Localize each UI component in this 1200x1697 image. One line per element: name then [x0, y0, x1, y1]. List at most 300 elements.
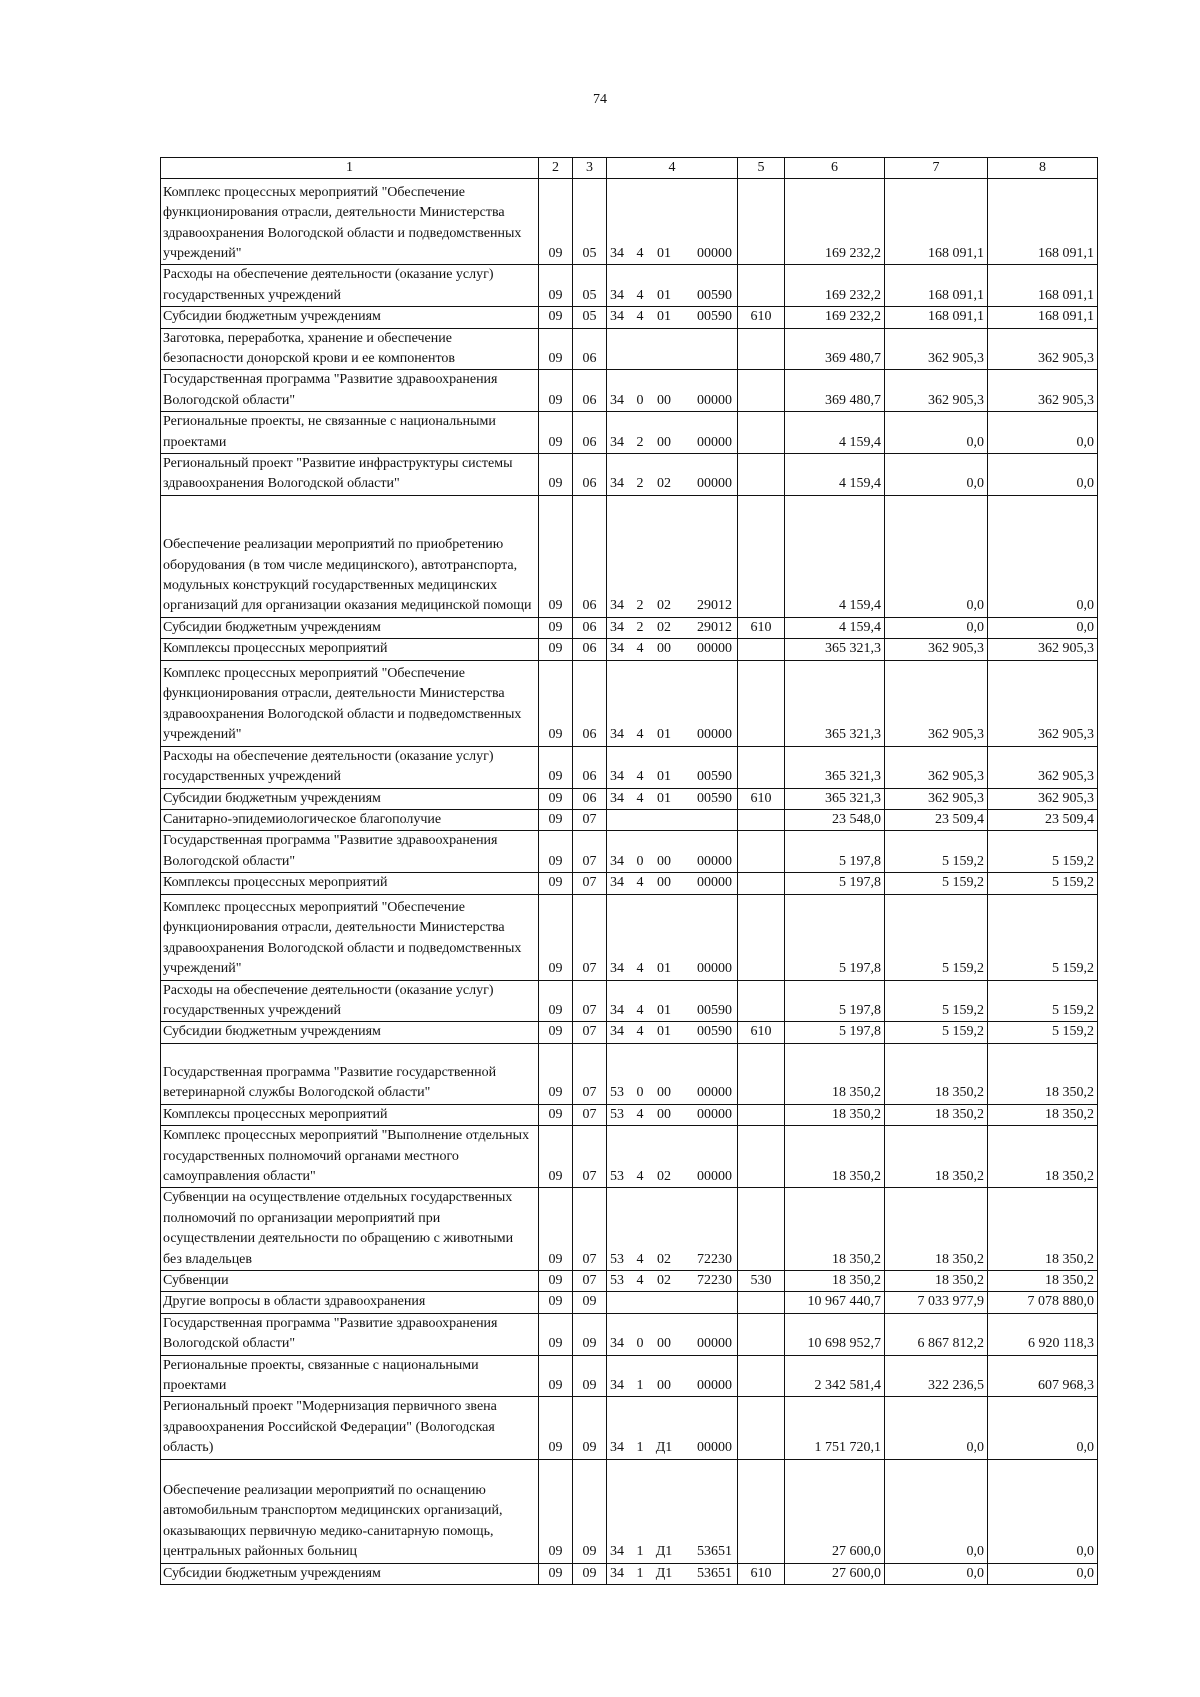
table-row [161, 660, 1098, 746]
amount-col6: 169 232,2 [785, 265, 885, 307]
program-code-p2: 0 [636, 392, 644, 408]
expense-type-code [738, 1292, 785, 1313]
expense-type-code [738, 831, 785, 873]
expense-type-code [738, 980, 785, 1022]
column-header: 7 [885, 158, 988, 179]
program-code-p4: 00000 [697, 434, 732, 450]
program-code-p2: 4 [636, 1168, 644, 1184]
amount-col8: 18 350,2 [988, 1188, 1098, 1271]
program-code-p4: 00000 [697, 641, 732, 657]
amount-col6: 5 197,8 [785, 894, 885, 980]
expense-type-code [738, 370, 785, 412]
row-name: Субсидии бюджетным учреждениям [161, 1022, 539, 1043]
row-name: Санитарно-эпидемиологическое благополучие [161, 809, 539, 830]
program-code-p4: 00000 [697, 1168, 732, 1184]
program-code-p3: 01 [657, 727, 671, 743]
amount-col8: 0,0 [988, 1397, 1098, 1459]
program-code-p3: 01 [657, 1024, 671, 1040]
program-code-p1: 34 [610, 875, 624, 891]
program-code [607, 746, 738, 788]
amount-col8: 362 905,3 [988, 746, 1098, 788]
program-code-p1: 34 [610, 1544, 624, 1560]
expense-type-code [738, 660, 785, 746]
amount-col8: 23 509,4 [988, 809, 1098, 830]
program-code-p4: 29012 [697, 598, 732, 614]
section-code: 09 [539, 370, 573, 412]
subsection-code: 06 [573, 746, 607, 788]
program-code-p2: 4 [636, 790, 644, 806]
program-code-p2: 4 [636, 727, 644, 743]
program-code-p2: 2 [636, 476, 644, 492]
section-code: 09 [539, 617, 573, 638]
amount-col8: 0,0 [988, 1563, 1098, 1584]
table-row [161, 1355, 1098, 1397]
subsection-code: 06 [573, 454, 607, 496]
program-code [607, 1022, 738, 1043]
section-code: 09 [539, 265, 573, 307]
program-code-parts [610, 1022, 734, 1042]
amount-col6: 5 197,8 [785, 980, 885, 1022]
program-code [607, 1104, 738, 1125]
expense-type-code [738, 1313, 785, 1355]
amount-col6: 369 480,7 [785, 370, 885, 412]
column-header: 2 [539, 158, 573, 179]
program-code [607, 1126, 738, 1188]
program-code-p1: 34 [610, 1378, 624, 1394]
amount-col7: 5 159,2 [885, 1022, 988, 1043]
section-code: 09 [539, 179, 573, 265]
subsection-code: 05 [573, 179, 607, 265]
program-code-p2: 4 [636, 1002, 644, 1018]
program-code [607, 617, 738, 638]
section-code: 09 [539, 1022, 573, 1043]
subsection-code: 07 [573, 1271, 607, 1292]
program-code [607, 1043, 738, 1104]
program-code-parts [610, 852, 734, 872]
amount-col7: 18 350,2 [885, 1188, 988, 1271]
expense-type-code [738, 1104, 785, 1125]
section-code: 09 [539, 328, 573, 370]
subsection-code: 07 [573, 1043, 607, 1104]
program-code-parts [610, 596, 734, 616]
program-code-parts [610, 1105, 734, 1125]
program-code-p4: 00000 [697, 727, 732, 743]
table-row [161, 1022, 1098, 1043]
row-name: Обеспечение реализации мероприятий по оснащению автомобильным транспортом медицинских организаций, оказывающих первичную медико-санитарную помощь, центральных районных больниц [161, 1459, 539, 1563]
program-code [607, 454, 738, 496]
program-code-p1: 34 [610, 727, 624, 743]
section-code: 09 [539, 980, 573, 1022]
program-code-p3: 00 [657, 1336, 671, 1352]
program-code [607, 179, 738, 265]
subsection-code: 09 [573, 1292, 607, 1313]
amount-col6: 4 159,4 [785, 454, 885, 496]
program-code-p1: 34 [610, 1565, 624, 1581]
subsection-code: 07 [573, 873, 607, 894]
program-code-p1: 34 [610, 1002, 624, 1018]
program-code-p4: 00000 [697, 392, 732, 408]
amount-col8: 0,0 [988, 495, 1098, 617]
row-name: Государственная программа "Развитие здравоохранения Вологодской области" [161, 1313, 539, 1355]
section-code: 09 [539, 1459, 573, 1563]
row-name: Субсидии бюджетным учреждениям [161, 617, 539, 638]
subsection-code: 06 [573, 412, 607, 454]
program-code-p4: 00590 [697, 309, 732, 325]
table-row [161, 1397, 1098, 1459]
header-row [161, 158, 1098, 179]
program-code-p1: 34 [610, 769, 624, 785]
amount-col6: 10 698 952,7 [785, 1313, 885, 1355]
program-code-p4: 00000 [697, 961, 732, 977]
program-code-p4: 00000 [697, 476, 732, 492]
program-code [607, 980, 738, 1022]
expense-type-code: 610 [738, 788, 785, 809]
expense-type-code [738, 179, 785, 265]
table-row [161, 454, 1098, 496]
amount-col6: 2 342 581,4 [785, 1355, 885, 1397]
amount-col6: 18 350,2 [785, 1271, 885, 1292]
amount-col7: 362 905,3 [885, 328, 988, 370]
subsection-code: 06 [573, 639, 607, 660]
expense-type-code [738, 454, 785, 496]
program-code-p2: 2 [636, 434, 644, 450]
row-name: Расходы на обеспечение деятельности (оказание услуг) государственных учреждений [161, 980, 539, 1022]
program-code [607, 809, 738, 830]
amount-col8: 5 159,2 [988, 873, 1098, 894]
program-code-parts [610, 1438, 734, 1458]
program-code-p4: 00590 [697, 1002, 732, 1018]
subsection-code: 06 [573, 660, 607, 746]
amount-col8: 168 091,1 [988, 265, 1098, 307]
program-code [607, 1459, 738, 1563]
expense-type-code [738, 1043, 785, 1104]
subsection-code: 09 [573, 1563, 607, 1584]
table-row [161, 412, 1098, 454]
program-code-p3: 00 [657, 875, 671, 891]
amount-col8: 5 159,2 [988, 980, 1098, 1022]
amount-col6: 18 350,2 [785, 1104, 885, 1125]
amount-col6: 5 197,8 [785, 873, 885, 894]
expense-type-code [738, 1355, 785, 1397]
program-code-parts [610, 1564, 734, 1584]
table-row [161, 307, 1098, 328]
program-code-p2: 4 [636, 641, 644, 657]
subsection-code: 06 [573, 617, 607, 638]
amount-col7: 168 091,1 [885, 265, 988, 307]
program-code-p1: 53 [610, 1251, 624, 1267]
program-code-p3: 01 [657, 287, 671, 303]
program-code-parts [610, 1083, 734, 1103]
table-row [161, 495, 1098, 617]
program-code-p1: 34 [610, 1440, 624, 1456]
program-code-p4: 00000 [697, 853, 732, 869]
program-code-p3: 00 [657, 1378, 671, 1394]
expense-type-code [738, 265, 785, 307]
amount-col7: 0,0 [885, 617, 988, 638]
section-code: 09 [539, 454, 573, 496]
program-code [607, 1313, 738, 1355]
program-code-p2: 4 [636, 1251, 644, 1267]
program-code-p4: 53651 [697, 1565, 732, 1581]
program-code-p2: 4 [636, 1106, 644, 1122]
amount-col7: 0,0 [885, 495, 988, 617]
table-row [161, 746, 1098, 788]
table-row [161, 328, 1098, 370]
subsection-code: 05 [573, 265, 607, 307]
section-code: 09 [539, 894, 573, 980]
program-code-p2: 4 [636, 309, 644, 325]
program-code-p3: 00 [657, 434, 671, 450]
program-code [607, 873, 738, 894]
program-code [607, 1355, 738, 1397]
amount-col6: 365 321,3 [785, 660, 885, 746]
program-code-p2: 2 [636, 619, 644, 635]
amount-col7: 5 159,2 [885, 894, 988, 980]
amount-col7: 168 091,1 [885, 179, 988, 265]
amount-col8: 362 905,3 [988, 660, 1098, 746]
section-code: 09 [539, 495, 573, 617]
program-code [607, 307, 738, 328]
program-code-p2: 0 [636, 1336, 644, 1352]
table-row [161, 1271, 1098, 1292]
amount-col6: 365 321,3 [785, 746, 885, 788]
subsection-code: 09 [573, 1313, 607, 1355]
program-code-parts [610, 391, 734, 411]
subsection-code: 07 [573, 1022, 607, 1043]
expense-type-code [738, 1188, 785, 1271]
amount-col7: 362 905,3 [885, 370, 988, 412]
expense-type-code [738, 746, 785, 788]
amount-col8: 168 091,1 [988, 179, 1098, 265]
row-name: Региональный проект "Развитие инфраструктуры системы здравоохранения Вологодской области" [161, 454, 539, 496]
amount-col8: 0,0 [988, 412, 1098, 454]
program-code-p3: 01 [657, 790, 671, 806]
program-code-p2: 4 [636, 769, 644, 785]
program-code-p3: 01 [657, 1002, 671, 1018]
subsection-code: 06 [573, 328, 607, 370]
row-name: Субвенции на осуществление отдельных государственных полномочий по организации мероприятий при осуществлении деятельности по обращению с животными без владельцев [161, 1188, 539, 1271]
amount-col8: 362 905,3 [988, 328, 1098, 370]
amount-col6: 365 321,3 [785, 639, 885, 660]
program-code-parts [610, 1542, 734, 1562]
program-code-p4: 00590 [697, 287, 732, 303]
program-code [607, 1188, 738, 1271]
amount-col7: 362 905,3 [885, 639, 988, 660]
amount-col6: 10 967 440,7 [785, 1292, 885, 1313]
expense-type-code [738, 1459, 785, 1563]
section-code: 09 [539, 831, 573, 873]
amount-col7: 322 236,5 [885, 1355, 988, 1397]
section-code: 09 [539, 1043, 573, 1104]
program-code-parts [610, 1167, 734, 1187]
program-code-p2: 4 [636, 875, 644, 891]
amount-col8: 5 159,2 [988, 1022, 1098, 1043]
table-row [161, 894, 1098, 980]
amount-col6: 27 600,0 [785, 1459, 885, 1563]
subsection-code: 07 [573, 1188, 607, 1271]
amount-col8: 5 159,2 [988, 831, 1098, 873]
column-header: 6 [785, 158, 885, 179]
amount-col8: 362 905,3 [988, 370, 1098, 412]
amount-col8: 0,0 [988, 617, 1098, 638]
expense-type-code [738, 1397, 785, 1459]
amount-col8: 18 350,2 [988, 1271, 1098, 1292]
table-row [161, 639, 1098, 660]
section-code: 09 [539, 1188, 573, 1271]
amount-col6: 5 197,8 [785, 831, 885, 873]
row-name: Региональные проекты, связанные с национальными проектами [161, 1355, 539, 1397]
subsection-code: 07 [573, 894, 607, 980]
program-code [607, 1397, 738, 1459]
row-name: Комплексы процессных мероприятий [161, 639, 539, 660]
program-code-parts [610, 1250, 734, 1270]
program-code-p4: 00590 [697, 790, 732, 806]
budget-table [160, 157, 1098, 1585]
column-header: 1 [161, 158, 539, 179]
program-code-p1: 34 [610, 853, 624, 869]
expense-type-code [738, 412, 785, 454]
program-code-p2: 2 [636, 598, 644, 614]
program-code-parts [610, 1334, 734, 1354]
section-code: 09 [539, 1397, 573, 1459]
program-code [607, 1292, 738, 1313]
amount-col7: 18 350,2 [885, 1126, 988, 1188]
program-code-p1: 34 [610, 287, 624, 303]
program-code-p1: 34 [610, 434, 624, 450]
section-code: 09 [539, 788, 573, 809]
program-code-p3: 02 [657, 598, 671, 614]
amount-col7: 23 509,4 [885, 809, 988, 830]
row-name: Комплекс процессных мероприятий "Обеспечение функционирования отрасли, деятельности Министерства здравоохранения Вологодской области и подведомственных учреждений" [161, 660, 539, 746]
row-name: Региональные проекты, не связанные с национальными проектами [161, 412, 539, 454]
expense-type-code [738, 495, 785, 617]
subsection-code: 07 [573, 980, 607, 1022]
program-code-p4: 72230 [697, 1251, 732, 1267]
section-code: 09 [539, 746, 573, 788]
amount-col7: 0,0 [885, 1397, 988, 1459]
table-row [161, 1292, 1098, 1313]
program-code-parts [610, 725, 734, 745]
subsection-code: 07 [573, 1104, 607, 1125]
program-code-p1: 53 [610, 1273, 624, 1288]
amount-col8: 18 350,2 [988, 1126, 1098, 1188]
table-row [161, 617, 1098, 638]
program-code-p1: 34 [610, 598, 624, 614]
amount-col6: 365 321,3 [785, 788, 885, 809]
program-code-p3: 02 [657, 1168, 671, 1184]
program-code-p3: 01 [657, 309, 671, 325]
program-code-parts [610, 1001, 734, 1021]
program-code-parts [610, 433, 734, 453]
amount-col7: 362 905,3 [885, 660, 988, 746]
subsection-code: 09 [573, 1459, 607, 1563]
program-code-p2: 1 [636, 1544, 644, 1560]
program-code-parts [610, 789, 734, 809]
program-code [607, 639, 738, 660]
program-code-p1: 34 [610, 392, 624, 408]
amount-col7: 0,0 [885, 412, 988, 454]
subsection-code: 06 [573, 788, 607, 809]
expense-type-code: 610 [738, 1022, 785, 1043]
amount-col7: 5 159,2 [885, 831, 988, 873]
row-name: Субсидии бюджетным учреждениям [161, 1563, 539, 1584]
program-code-p4: 00000 [697, 1378, 732, 1394]
amount-col6: 369 480,7 [785, 328, 885, 370]
column-header: 5 [738, 158, 785, 179]
program-code-p3: Д1 [655, 1440, 673, 1456]
program-code-p4: 00000 [697, 875, 732, 891]
program-code-p2: 4 [636, 1024, 644, 1040]
amount-col7: 18 350,2 [885, 1104, 988, 1125]
program-code-p2: 1 [636, 1378, 644, 1394]
row-name: Государственная программа "Развитие здравоохранения Вологодской области" [161, 370, 539, 412]
subsection-code: 05 [573, 307, 607, 328]
program-code-p3: 00 [657, 1085, 671, 1101]
section-code: 09 [539, 660, 573, 746]
program-code [607, 265, 738, 307]
column-header: 8 [988, 158, 1098, 179]
program-code-p4: 00000 [697, 1085, 732, 1101]
section-code: 09 [539, 1292, 573, 1313]
amount-col7: 0,0 [885, 1459, 988, 1563]
program-code-p1: 34 [610, 641, 624, 657]
amount-col8: 5 159,2 [988, 894, 1098, 980]
program-code-p3: 02 [657, 619, 671, 635]
program-code [607, 894, 738, 980]
table-body [161, 158, 1098, 1585]
program-code [607, 495, 738, 617]
row-name: Заготовка, переработка, хранение и обеспечение безопасности донорской крови и ее компонентов [161, 328, 539, 370]
table-row [161, 1104, 1098, 1125]
amount-col6: 23 548,0 [785, 809, 885, 830]
program-code-p2: 4 [636, 246, 644, 261]
program-code [607, 412, 738, 454]
program-code [607, 1271, 738, 1292]
program-code-p3: 00 [657, 853, 671, 869]
program-code-p3: Д1 [655, 1544, 673, 1560]
table-row [161, 873, 1098, 894]
table-row [161, 831, 1098, 873]
amount-col6: 5 197,8 [785, 1022, 885, 1043]
section-code: 09 [539, 1355, 573, 1397]
program-code-p4: 72230 [697, 1273, 732, 1288]
section-code: 09 [539, 412, 573, 454]
subsection-code: 06 [573, 370, 607, 412]
program-code-parts [610, 286, 734, 306]
amount-col7: 6 867 812,2 [885, 1313, 988, 1355]
amount-col8: 0,0 [988, 1459, 1098, 1563]
program-code-p3: 02 [657, 1273, 671, 1288]
table-row [161, 1313, 1098, 1355]
amount-col8: 362 905,3 [988, 788, 1098, 809]
section-code: 09 [539, 1104, 573, 1125]
amount-col6: 4 159,4 [785, 412, 885, 454]
section-code: 09 [539, 1563, 573, 1584]
program-code-p4: 53651 [697, 1544, 732, 1560]
amount-col6: 169 232,2 [785, 179, 885, 265]
program-code-p1: 34 [610, 309, 624, 325]
program-code-parts [610, 1271, 734, 1291]
amount-col6: 18 350,2 [785, 1126, 885, 1188]
amount-col6: 1 751 720,1 [785, 1397, 885, 1459]
table-row [161, 1459, 1098, 1563]
amount-col7: 362 905,3 [885, 746, 988, 788]
section-code: 09 [539, 639, 573, 660]
row-name: Комплексы процессных мероприятий [161, 873, 539, 894]
row-name: Обеспечение реализации мероприятий по приобретению оборудования (в том числе медицинского), автотранспорта, модульных конструкций государственных медицинских организаций для организации оказания медицинской помощи [161, 495, 539, 617]
program-code-p1: 34 [610, 619, 624, 635]
program-code-p1: 34 [610, 1024, 624, 1040]
